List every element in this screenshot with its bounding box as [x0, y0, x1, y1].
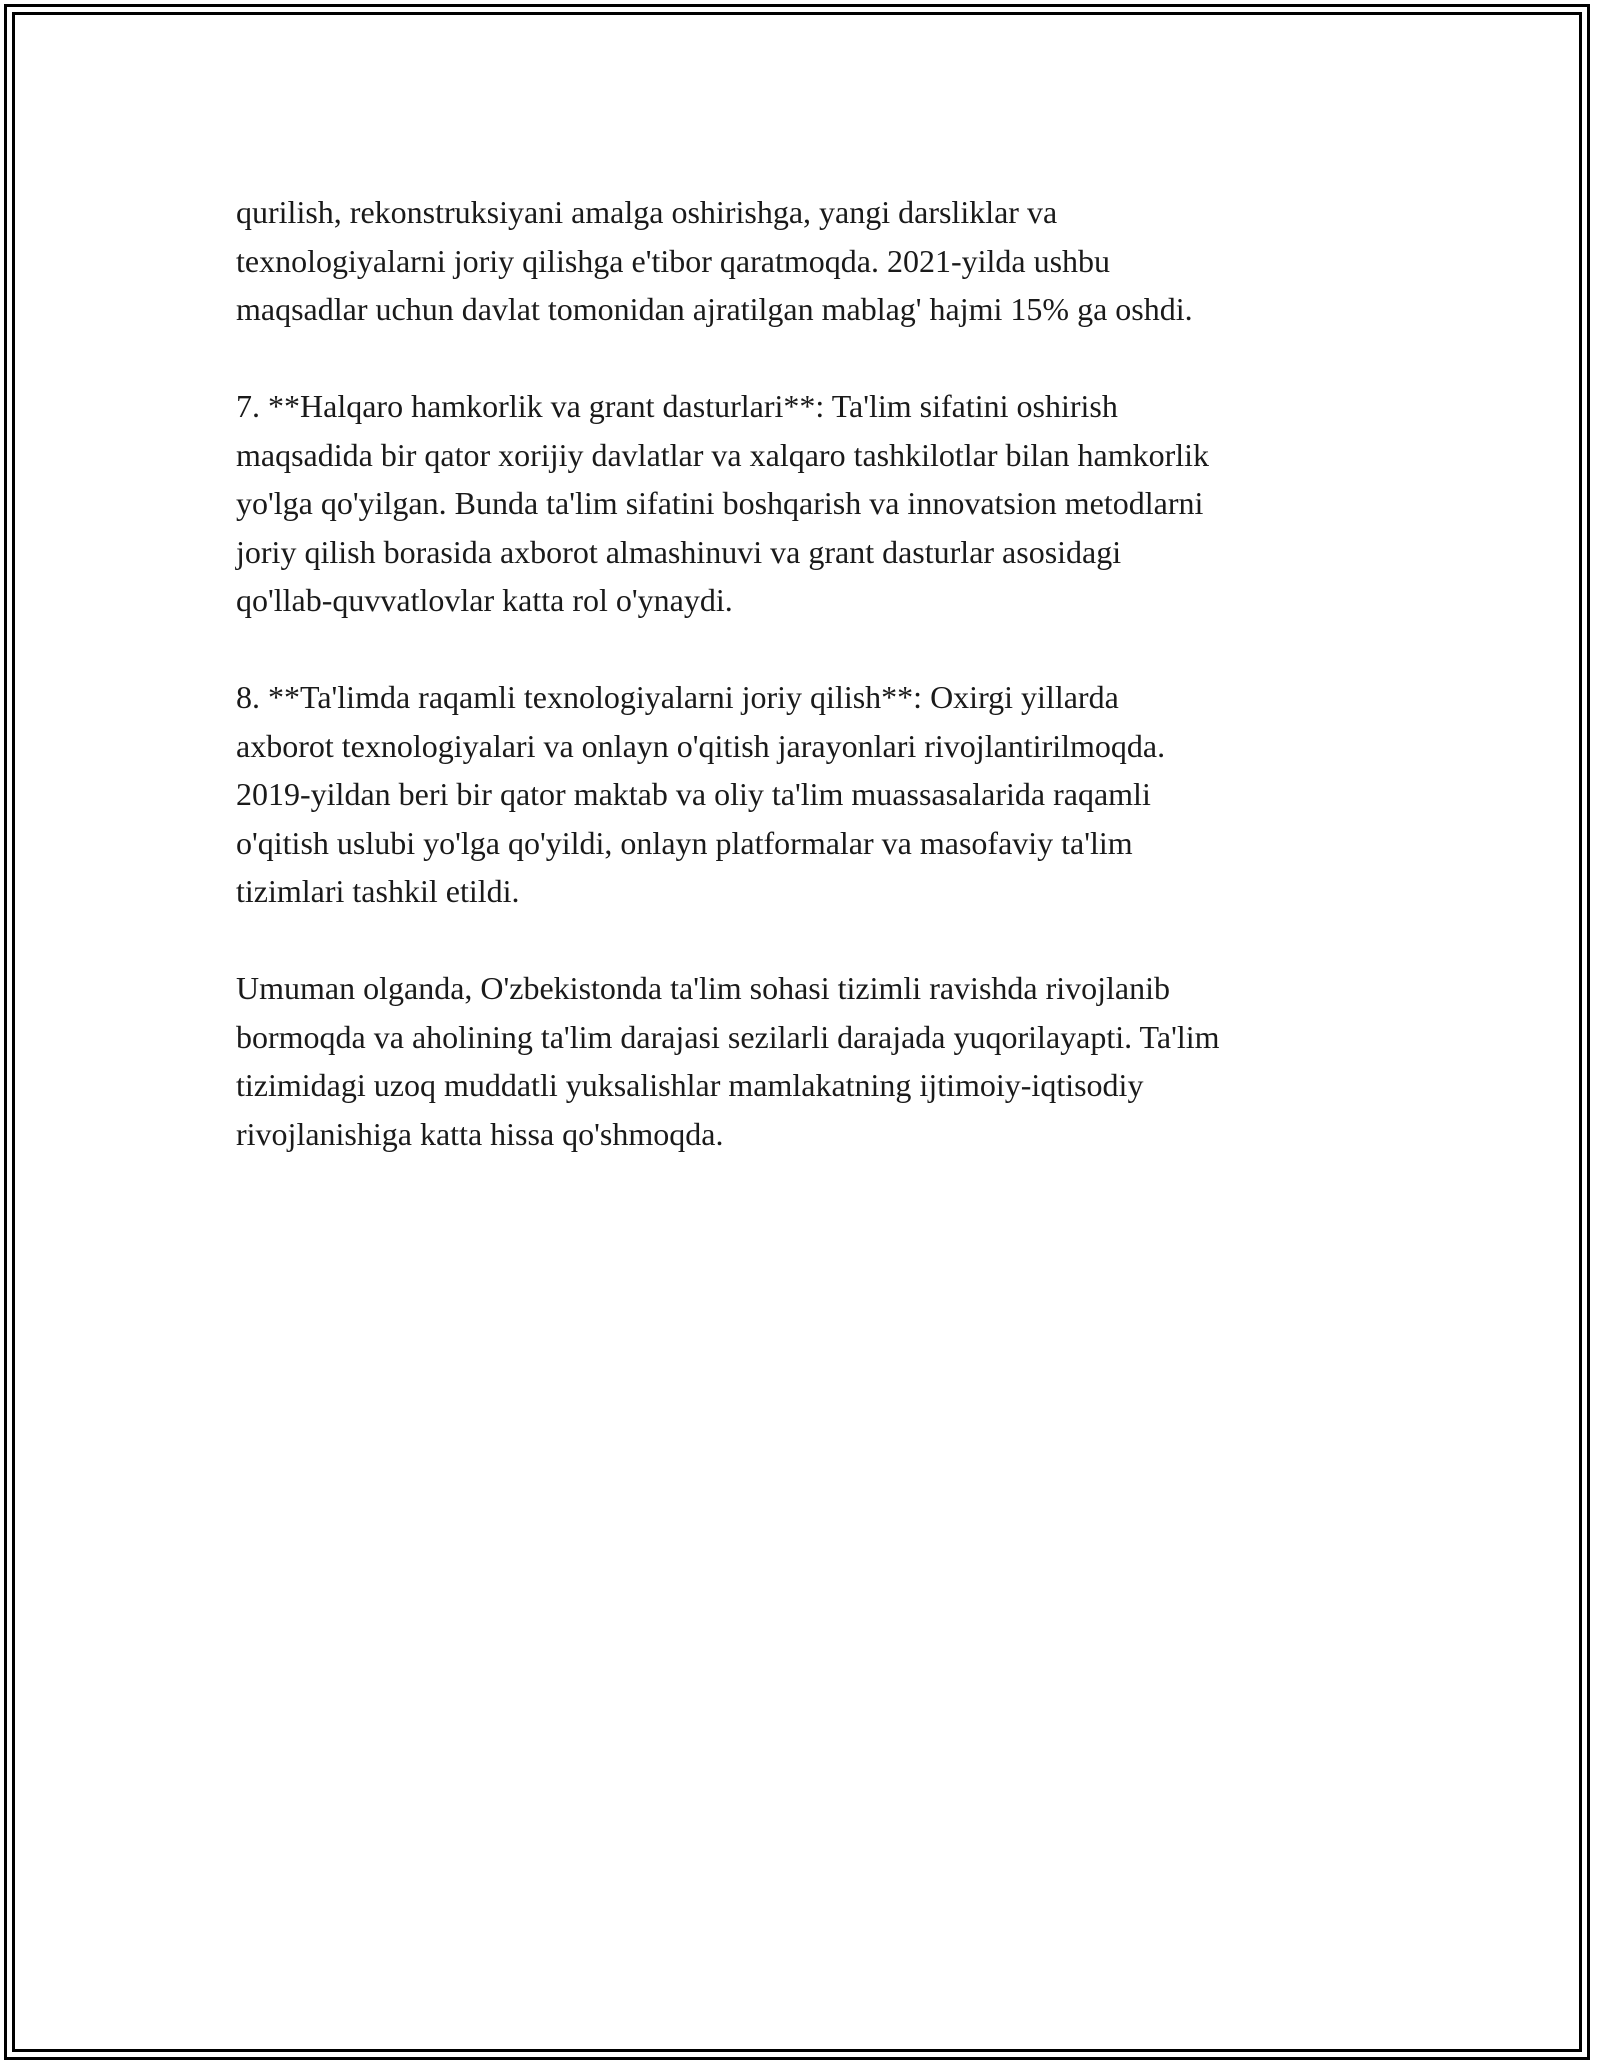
paragraph-item-7: 7. **Halqaro hamkorlik va grant dasturlari**: Ta'lim sifatini oshirish maqsadida bir qator xorijiy davlatlar va xalqaro tashkilotlar bilan hamkorlik yo'lga qo'yilgan. Bunda ta'lim sifatini boshqarish va innovatsion metodlarni joriy qilish borasida axborot almashinuvi va grant dasturlar asosidagi qo'llab-quvvatlovlar katta rol o'ynaydi.: [236, 388, 1210, 618]
paragraph-continuation: qurilish, rekonstruksiyani amalga oshirishga, yangi darsliklar va texnologiyalarni joriy qilishga e'tibor qaratmoqda. 2021-yilda ushbu maqsadlar uchun davlat tomonidan ajratilgan mablag' hajmi 15% ga oshdi.: [236, 194, 1193, 327]
paragraph-conclusion: Umuman olganda, O'zbekistonda ta'lim sohasi tizimli ravishda rivojlanib bormoqda va aholining ta'lim darajasi sezilarli darajada yuqorilayapti. Ta'lim tizimidagi uzoq muddatli yuksalishlar mamlakatning ijtimoiy-iqtisodiy rivojlanishiga katta hissa qo'shmoqda.: [236, 970, 1220, 1152]
paragraph-item-8: 8. **Ta'limda raqamli texnologiyalarni joriy qilish**: Oxirgi yillarda axborot texnologiyalari va onlayn o'qitish jarayonlari rivojlantirilmoqda. 2019-yildan beri bir qator maktab va oliy ta'lim muassasalarida raqamli o'qitish uslubi yo'lga qo'yildi, onlayn platformalar va masofaviy ta'lim tizimlari tashkil etildi.: [236, 679, 1166, 909]
document-body: [236, 188, 1396, 1207]
